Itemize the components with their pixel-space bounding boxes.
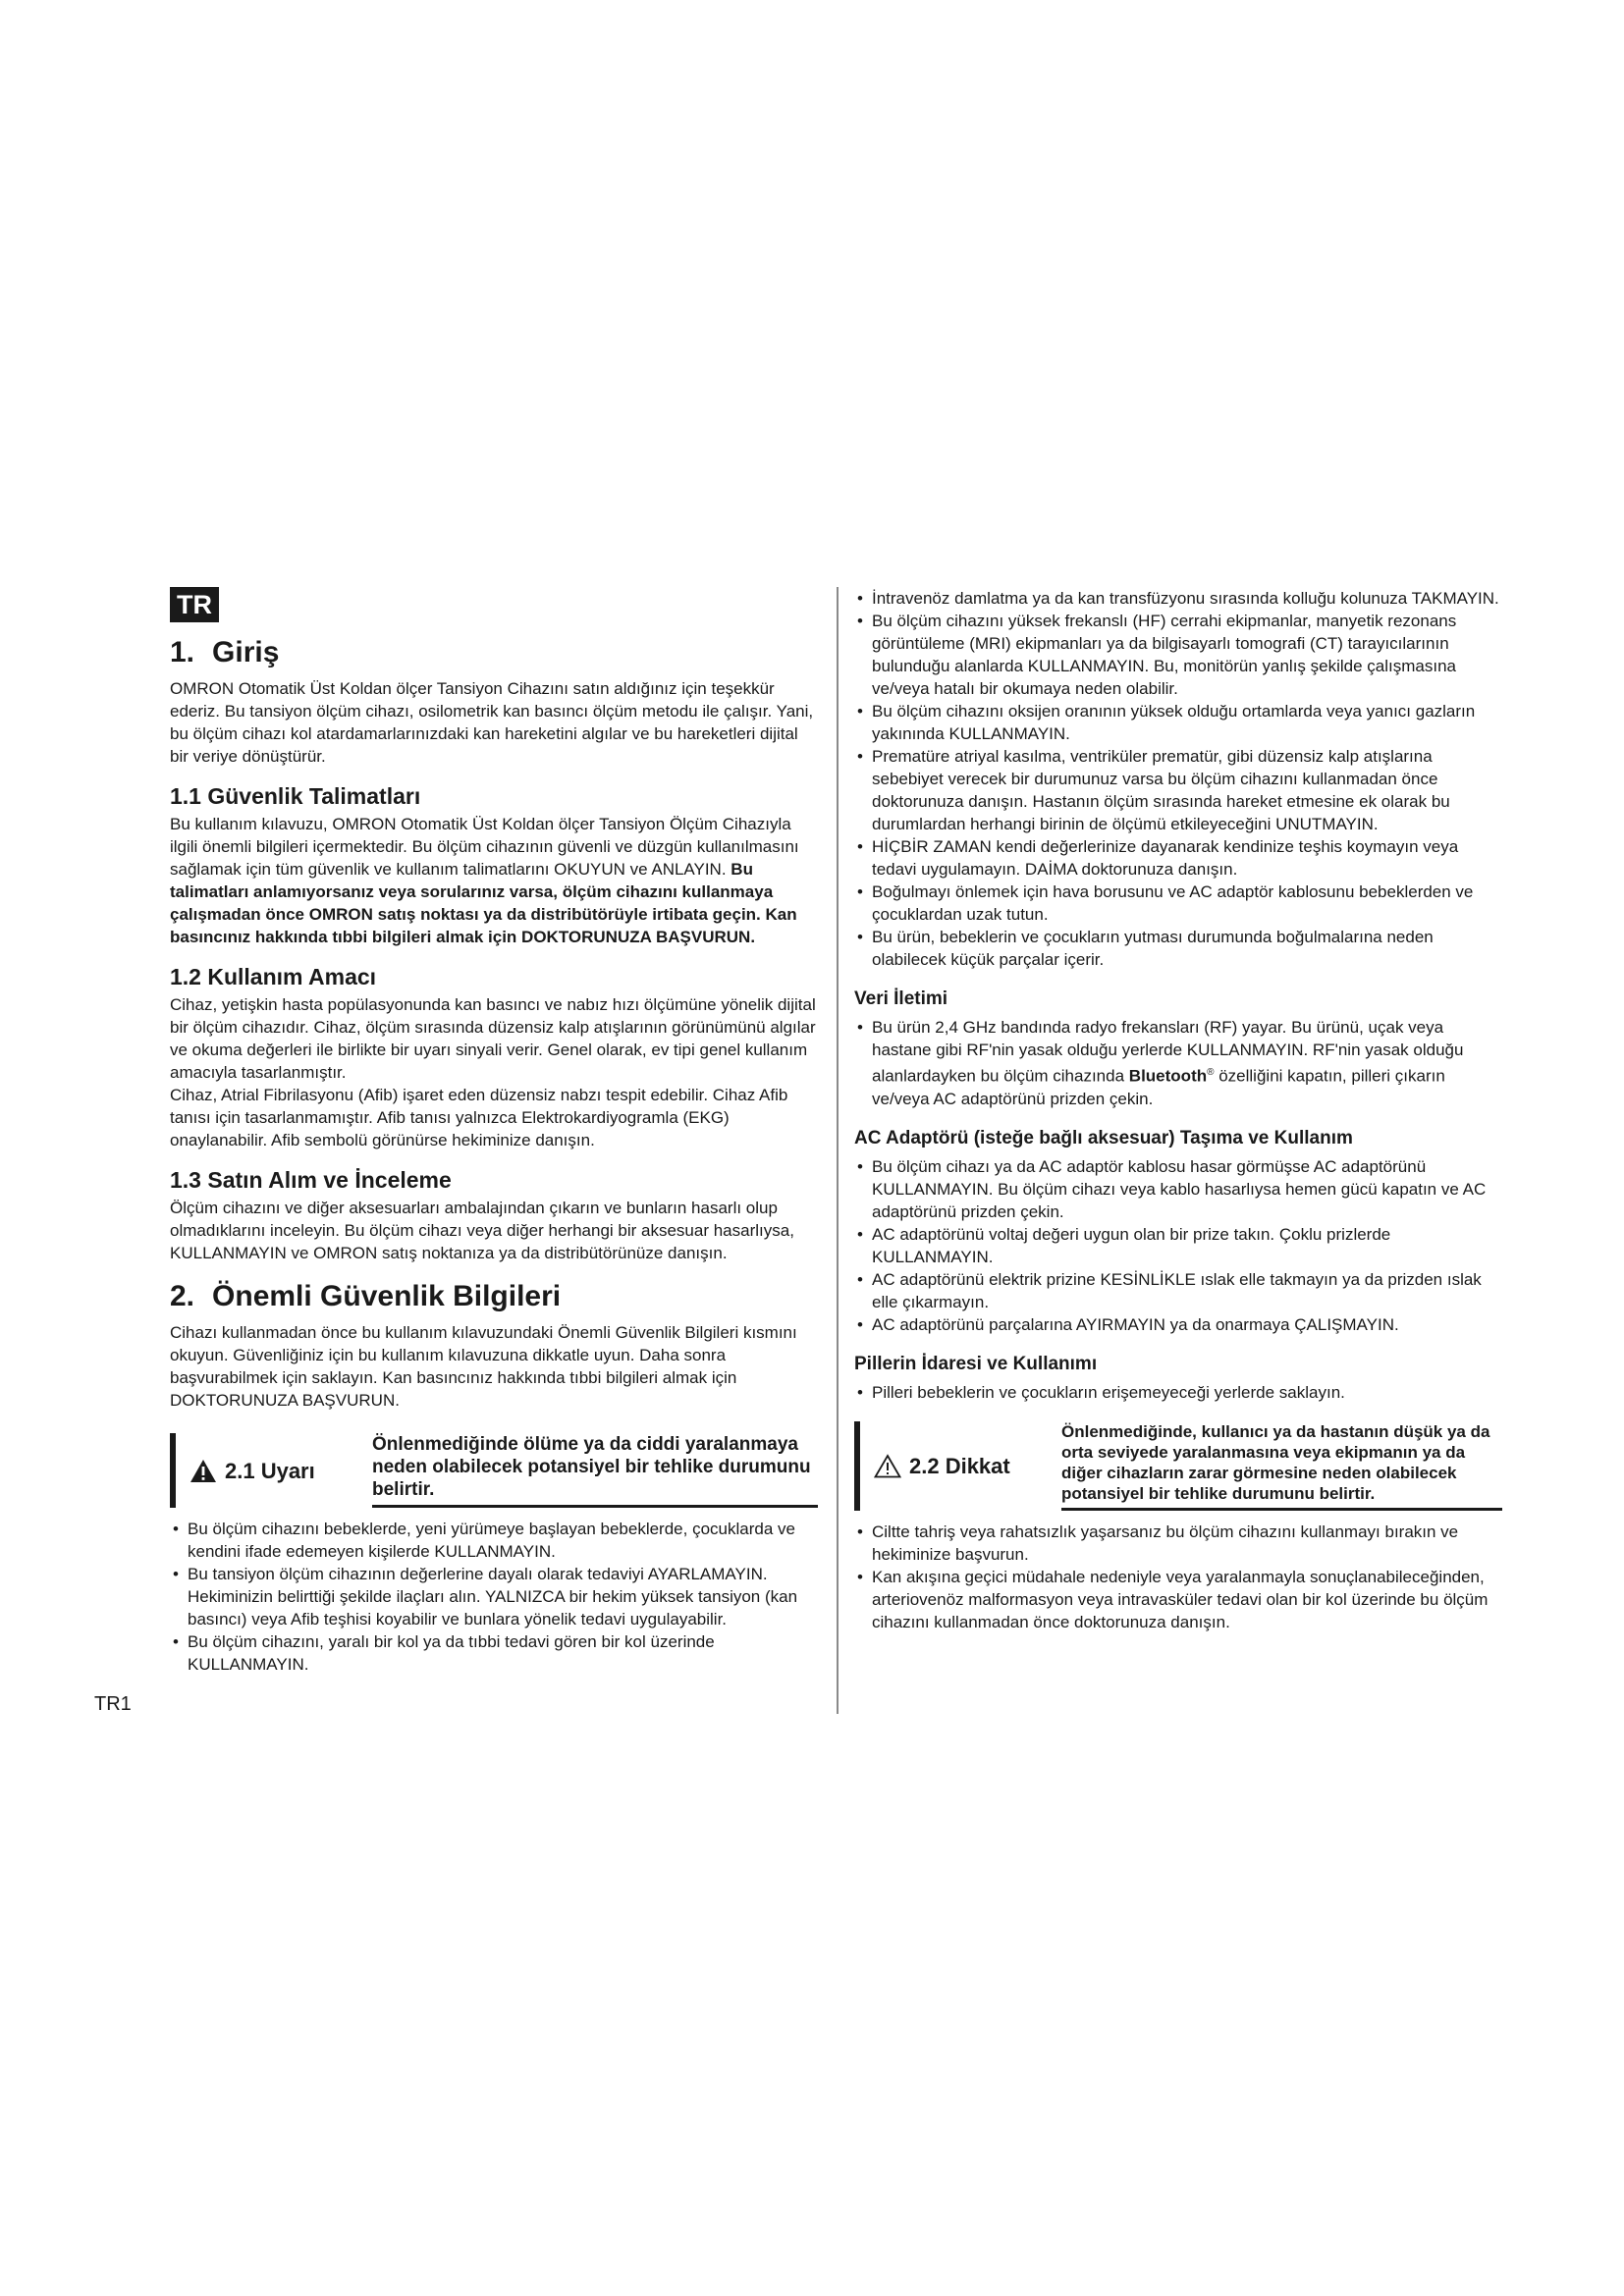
caution-label [860, 1454, 1061, 1478]
rf-text-end: özelliğini kapatın, pilleri çıkarın ve/veya AC adaptörünü prizden çekin. [872, 1066, 1445, 1108]
list-item: • Bu ürün, bebeklerin ve çocukların yutması durumunda boğulmalarına neden olabilecek küçük parçalar içerir. [854, 926, 1502, 971]
warning-list [170, 1518, 818, 1676]
bluetooth-text: Bluetooth [1128, 1066, 1208, 1086]
data-transmission-list [854, 1016, 1502, 1110]
section-1-1-heading: 1.1 Güvenlik Talimatları [170, 783, 421, 809]
data-transmission-heading: Veri İletimi [854, 988, 948, 1009]
ac-adapter-heading: AC Adaptörü (isteğe bağlı aksesuar) Taşıma ve Kullanım [854, 1127, 1353, 1148]
language-badge: TR [170, 587, 219, 622]
registered-mark: ® [1207, 1067, 1215, 1078]
list-item: • Bu ölçüm cihazını, yaralı bir kol ya da tıbbi tedavi gören bir kol üzerinde KULLANMAYIN. [170, 1630, 818, 1676]
list-item: • AC adaptörünü parçalarına AYIRMAYIN ya da onarmaya ÇALIŞMAYIN. [854, 1313, 1502, 1336]
list-item: • Prematüre atriyal kasılma, ventriküler prematür, gibi düzensiz kalp atışlarına sebebiyet verecek bir durumunuz varsa bu ölçüm cihazını kullanmadan önce doktorunuza danışın. Hastanın ölçüm sırasında hareket etmesine ek olarak bu durumlardan herhangi birinin de ölçümü etkileyeceğini UNUTMAYIN. [854, 745, 1502, 835]
page-number: TR1 [94, 1693, 132, 1715]
list-item: • İntravenöz damlatma ya da kan transfüzyonu sırasında kolluğu kolunuza TAKMAYIN. [854, 587, 1502, 610]
warning-box [170, 1433, 818, 1508]
safety-instructions-paragraph [170, 813, 818, 948]
caution-triangle-icon [874, 1454, 901, 1478]
warning-list-continued [854, 587, 1502, 971]
left-column [170, 587, 818, 1676]
list-item: • HİÇBİR ZAMAN kendi değerlerinize dayanarak kendinize teşhis koymayın veya tedavi uygulamayın. DAİMA doktorunuza danışın. [854, 835, 1502, 881]
column-divider [837, 587, 839, 1714]
caution-box [854, 1421, 1502, 1511]
battery-list [854, 1381, 1502, 1404]
list-item: • Ciltte tahriş veya rahatsızlık yaşarsanız bu ölçüm cihazını kullanmayı bırakın ve hekiminize başvurun. [854, 1521, 1502, 1566]
section-1-title: Giriş [212, 636, 280, 668]
section-2-heading [170, 1278, 818, 1315]
intended-use-paragraph: Cihaz, yetişkin hasta popülasyonunda kan basıncı ve nabız hızı ölçümüne yönelik dijital bir ölçüm cihazıdır. Cihaz, ölçüm sırasında düzensiz kalp atışlarının görünümünü algılar ve okuma değerleri ile birlikte bir uyarı sinyali verir. Genel olarak, ev tipi genel kullanım amacıyla tasarlanmıştır. [170, 995, 816, 1082]
list-item: • Bu ölçüm cihazını bebeklerde, yeni yürümeye başlayan bebeklerde, çocuklarda ve kendini ifade edemeyen kişilerde KULLANMAYIN. [170, 1518, 818, 1563]
caution-description: Önlenmediğinde, kullanıcı ya da hastanın düşük ya da orta seviyede yaralanmasına veya ekipmanın ya da diğer cihazların zarar görmesine neden olabilecek potansiyel bir tehlike durumunu belirtir. [1061, 1421, 1502, 1511]
list-item: • AC adaptörünü elektrik prizine KESİNLİKLE ıslak elle takmayın ya da prizden ıslak elle çıkarmayın. [854, 1268, 1502, 1313]
section-1-heading [170, 634, 818, 671]
safety-instructions-text: Bu kullanım kılavuzu, OMRON Otomatik Üst Koldan ölçer Tansiyon Ölçüm Cihazıyla ilgili önemli bilgileri içermektedir. Bu ölçüm cihazının güvenli ve düzgün kullanılmasını sağlamak için tüm güvenlik ve kullanım talimatlarını OKUYUN ve ANLAYIN. [170, 815, 799, 879]
safety-info-paragraph: Cihazı kullanmadan önce bu kullanım kılavuzundaki Önemli Güvenlik Bilgileri kısmını okuyun. Güvenliğiniz için bu kullanım kılavuzuna dikkatle uyun. Daha sonra başvurabilmek için saklayın. Kan basıncınız hakkında tıbbi bilgileri almak için DOKTORUNUZA BAŞVURUN. [170, 1323, 797, 1410]
afib-paragraph: Cihaz, Atrial Fibrilasyonu (Afib) işaret eden düzensiz nabzı tespit edebilir. Cihaz Afib tanısı için tasarlanmamıştır. Afib tanısı yalnızca Elektrokardiyogramla (EKG) onaylanabilir. Afib sembolü görünürse hekiminize danışın. [170, 1086, 788, 1149]
list-item: • Bu tansiyon ölçüm cihazının değerlerine dayalı olarak tedaviyi AYARLAMAYIN. Hekiminizin belirttiği şekilde ilaçları alın. YALNIZCA bir hekim yüksek tansiyon (kan basıncı) veya Afib teşhisi koyabilir ve bunlara yönelik tedavi uygulayabilir. [170, 1563, 818, 1630]
intro-paragraph: OMRON Otomatik Üst Koldan ölçer Tansiyon Cihazını satın aldığınız için teşekkür ederiz. Bu tansiyon ölçüm cihazı, osilometrik kan basıncı ölçüm metodu ile çalışır. Yani, bu ölçüm cihazı kol atardamarlarınızdaki kan hareketini algılar ve bu hareketleri dijital bir veriye dönüştürür. [170, 679, 814, 766]
ac-adapter-list [854, 1155, 1502, 1336]
warning-triangle-icon [189, 1459, 217, 1483]
list-item: • Pilleri bebeklerin ve çocukların erişemeyeceği yerlerde saklayın. [854, 1381, 1502, 1404]
section-2-number: 2. [170, 1280, 195, 1312]
safety-instructions-bold-text: Bu talimatları anlamıyorsanız veya sorularınız varsa, ölçüm cihazını kullanmaya çalışmadan önce OMRON satış noktası ya da distribütörüyle irtibata geçin. Kan basıncınız hakkında tıbbi bilgileri almak için DOKTORUNUZA BAŞVURUN. [170, 860, 797, 946]
caution-list [854, 1521, 1502, 1633]
right-column [854, 587, 1502, 1633]
section-1-3-heading: 1.3 Satın Alım ve İnceleme [170, 1167, 452, 1193]
list-item: • Boğulmayı önlemek için hava borusunu ve AC adaptör kablosunu bebeklerden ve çocuklardan uzak tutun. [854, 881, 1502, 926]
warning-title: 2.1 Uyarı [225, 1458, 315, 1483]
list-item: • Bu ölçüm cihazını oksijen oranının yüksek olduğu ortamlarda veya yanıcı gazların yakınında KULLANMAYIN. [854, 700, 1502, 745]
warning-description: Önlenmediğinde ölüme ya da ciddi yaralanmaya neden olabilecek potansiyel bir tehlike durumunu belirtir. [372, 1433, 818, 1508]
list-item [854, 1016, 1502, 1110]
inspection-paragraph: Ölçüm cihazını ve diğer aksesuarları ambalajından çıkarın ve bunların hasarlı olup olmadıklarını inceleyin. Bu ölçüm cihazı veya diğer herhangi bir aksesuar hasarlıysa, KULLANMAYIN ve OMRON satış noktanıza ya da distribütörünüze danışın. [170, 1199, 794, 1262]
battery-heading: Pillerin İdaresi ve Kullanımı [854, 1353, 1098, 1374]
rf-text: Bu ürün 2,4 GHz bandında radyo frekansları (RF) yayar. Bu ürünü, uçak veya hastane gibi RF'nin yasak olduğu yerlerde KULLANMAYIN. RF'nin yasak olduğu alanlardayken bu ölçüm cihazında [872, 1018, 1464, 1086]
section-2-title: Önemli Güvenlik Bilgileri [212, 1280, 562, 1312]
caution-title: 2.2 Dikkat [909, 1453, 1010, 1478]
section-1-number: 1. [170, 636, 195, 668]
list-item: • AC adaptörünü voltaj değeri uygun olan bir prize takın. Çoklu prizlerde KULLANMAYIN. [854, 1223, 1502, 1268]
section-1-2-heading: 1.2 Kullanım Amacı [170, 964, 377, 989]
list-item: • Bu ölçüm cihazı ya da AC adaptör kablosu hasar görmüşse AC adaptörünü KULLANMAYIN. Bu ölçüm cihazı veya kablo hasarlıysa hemen gücü kapatın ve AC adaptörünü prizden çekin. [854, 1155, 1502, 1223]
warning-label [176, 1459, 372, 1483]
list-item: • Kan akışına geçici müdahale nedeniyle veya yaralanmayla sonuçlanabileceğinden, arteriovenöz malformasyon veya intravasküler tedavi olan bir kol üzerinde bu ölçüm cihazını kullanmadan önce doktorunuza danışın. [854, 1566, 1502, 1633]
list-item: • Bu ölçüm cihazını yüksek frekanslı (HF) cerrahi ekipmanlar, manyetik rezonans görüntüleme (MRI) ekipmanları ya da bilgisayarlı tomografi (CT) tarayıcılarının bulunduğu alanlarda KULLANMAYIN. Bu, monitörün yanlış şekilde çalışmasına ve/veya hatalı bir okumaya neden olabilir. [854, 610, 1502, 700]
